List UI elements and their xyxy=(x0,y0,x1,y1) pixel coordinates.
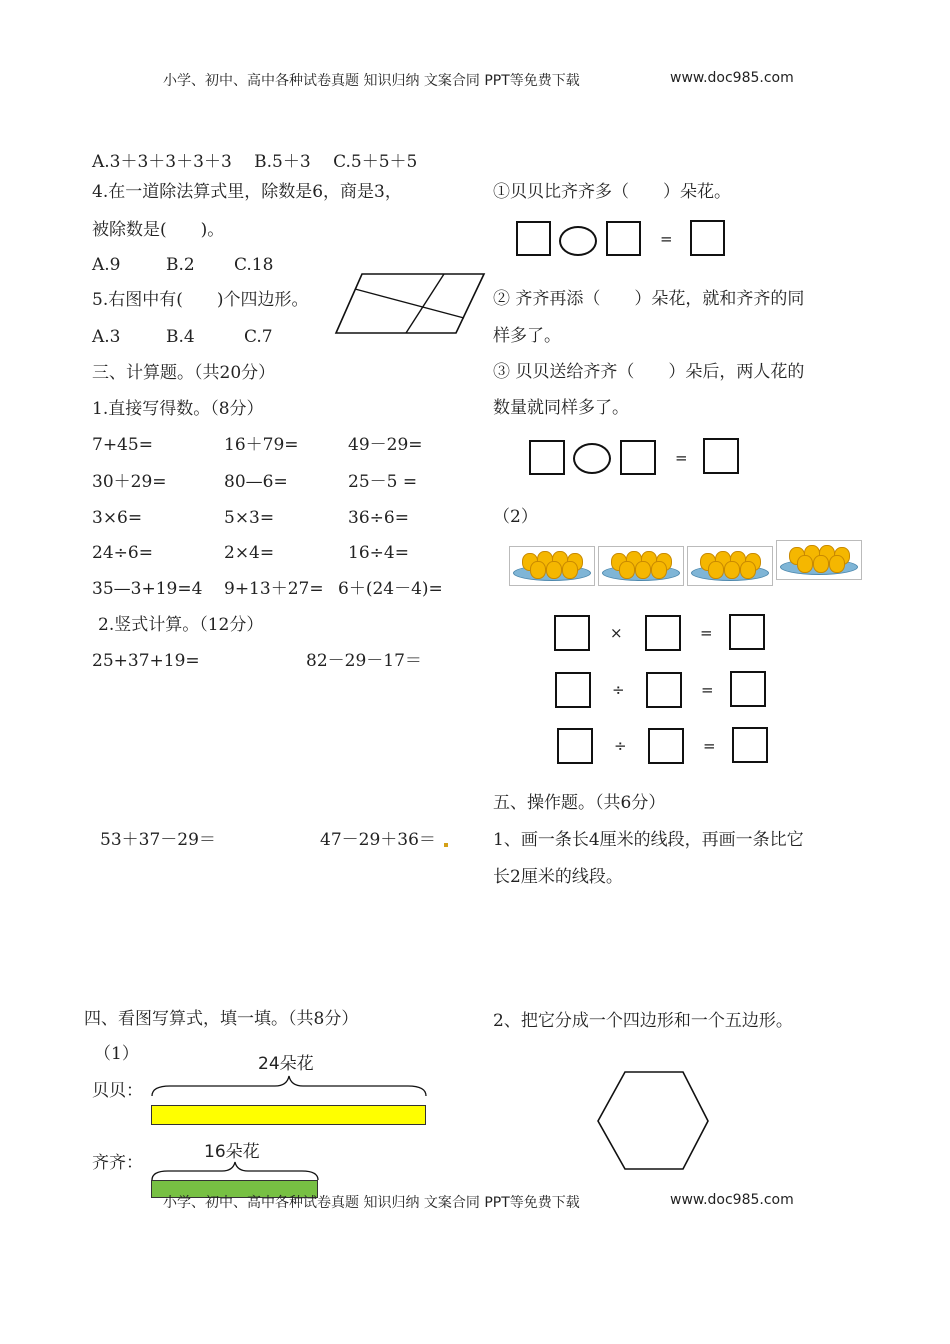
fruit-plate-image xyxy=(687,546,773,586)
beibei-label: 贝贝： xyxy=(92,1081,143,1101)
operator-circle[interactable] xyxy=(559,226,597,256)
section3-title: 三、计算题。（共20分） xyxy=(92,363,276,383)
equals-sign: = xyxy=(703,737,716,755)
qiqi-brace xyxy=(150,1160,320,1182)
right-q3-line2: 数量就同样多了。 xyxy=(493,398,629,418)
stray-dot xyxy=(444,843,448,847)
answer-box[interactable] xyxy=(690,220,725,256)
sub2-label: （2） xyxy=(493,507,538,527)
right-q3-line1: ③ 贝贝送给齐齐（ ）朵后，两人花的 xyxy=(493,362,805,382)
calc2-title: 2.竖式计算。（12分） xyxy=(98,615,264,635)
calc-cell: 2×4= xyxy=(224,543,275,563)
beibei-bar xyxy=(151,1105,426,1125)
answer-box[interactable] xyxy=(732,727,768,763)
footer-site[interactable]: www.doc985.com xyxy=(670,1192,794,1208)
sub1-label: （1） xyxy=(94,1044,139,1064)
answer-box[interactable] xyxy=(557,728,593,764)
q5-option-a: A.3 xyxy=(92,327,121,347)
divide-sign: ÷ xyxy=(612,681,625,699)
op2-text: 2、把它分成一个四边形和一个五边形。 xyxy=(493,1011,793,1031)
answer-box[interactable] xyxy=(554,615,590,651)
operator-circle[interactable] xyxy=(573,443,611,474)
beibei-brace xyxy=(150,1074,428,1098)
times-sign: × xyxy=(610,624,623,642)
q5-text: 5.右图中有( )个四边形。 xyxy=(92,290,309,310)
answer-box[interactable] xyxy=(703,438,739,474)
calc-cell: 36÷6= xyxy=(348,508,409,528)
right-q1: ①贝贝比齐齐多（ ）朵花。 xyxy=(493,182,731,202)
calc-cell: 80—6= xyxy=(224,472,288,492)
calc-cell: 35—3+19=4 xyxy=(92,579,203,599)
right-q2-line2: 样多了。 xyxy=(493,326,561,346)
calc-cell: 9+13＋27= xyxy=(224,579,324,599)
answer-box[interactable] xyxy=(555,672,591,708)
vertical-calc-4: 47－29＋36＝ xyxy=(320,830,436,850)
calc-cell: 7+45= xyxy=(92,435,153,455)
equals-sign: = xyxy=(701,681,714,699)
section5-title: 五、操作题。（共6分） xyxy=(493,793,666,813)
divide-sign: ÷ xyxy=(614,737,627,755)
op1-line1: 1、画一条长4厘米的线段，再画一条比它 xyxy=(493,830,804,850)
q5-option-b: B.4 xyxy=(166,327,195,347)
answer-box[interactable] xyxy=(529,440,565,475)
parallelogram-figure xyxy=(334,272,486,336)
header-title: 小学、初中、高中各种试卷真题 知识归纳 文案合同 PPT等免费下载 xyxy=(163,73,580,89)
footer-title: 小学、初中、高中各种试卷真题 知识归纳 文案合同 PPT等免费下载 xyxy=(163,1195,580,1211)
answer-box[interactable] xyxy=(729,614,765,650)
q3-options: A.3＋3＋3＋3＋3 B.5＋3 C.5＋5＋5 xyxy=(92,152,418,172)
qiqi-label: 齐齐： xyxy=(92,1153,143,1173)
calc-cell: 16＋79= xyxy=(224,435,299,455)
fruit-plate-image xyxy=(509,546,595,586)
answer-box[interactable] xyxy=(606,221,641,256)
answer-box[interactable] xyxy=(620,440,656,475)
hexagon-figure xyxy=(595,1070,711,1172)
answer-box[interactable] xyxy=(730,671,766,707)
q5-option-c: C.7 xyxy=(244,327,273,347)
vertical-calc-2: 82－29－17＝ xyxy=(306,651,422,671)
q4-line2: 被除数是( )。 xyxy=(92,220,225,240)
q4-option-a: A.9 xyxy=(92,255,121,275)
calc-cell: 3×6= xyxy=(92,508,143,528)
calc-cell: 49－29= xyxy=(348,435,423,455)
calc-cell: 25－5 = xyxy=(348,472,418,492)
calc-cell: 30＋29= xyxy=(92,472,167,492)
q4-option-c: C.18 xyxy=(234,255,274,275)
calc-cell: 24÷6= xyxy=(92,543,153,563)
calc-cell: 5×3= xyxy=(224,508,275,528)
vertical-calc-1: 25+37+19= xyxy=(92,651,200,671)
answer-box[interactable] xyxy=(516,221,551,256)
fruit-plate-image xyxy=(776,540,862,580)
q4-line1: 4.在一道除法算式里，除数是6，商是3， xyxy=(92,182,402,202)
beibei-count-label: 24朵花 xyxy=(258,1054,314,1074)
q4-option-b: B.2 xyxy=(166,255,195,275)
header-site[interactable]: www.doc985.com xyxy=(670,70,794,86)
section4-title: 四、看图写算式，填一填。（共8分） xyxy=(84,1009,359,1029)
op1-line2: 长2厘米的线段。 xyxy=(493,867,623,887)
vertical-calc-3: 53＋37－29＝ xyxy=(100,830,216,850)
answer-box[interactable] xyxy=(645,615,681,651)
qiqi-count-label: 16朵花 xyxy=(204,1142,260,1162)
fruit-plate-image xyxy=(598,546,684,586)
answer-box[interactable] xyxy=(648,728,684,764)
calc-cell: 6＋(24－4)= xyxy=(338,579,443,599)
calc-cell: 16÷4= xyxy=(348,543,409,563)
answer-box[interactable] xyxy=(646,672,682,708)
parallelogram-diagonal-line xyxy=(355,289,464,318)
equals-sign: = xyxy=(700,624,713,642)
equals-sign: = xyxy=(660,230,673,248)
calc1-title: 1.直接写得数。（8分） xyxy=(92,399,264,419)
right-q2-line1: ② 齐齐再添（ ）朵花，就和齐齐的同 xyxy=(493,289,805,309)
equals-sign: = xyxy=(675,449,688,467)
